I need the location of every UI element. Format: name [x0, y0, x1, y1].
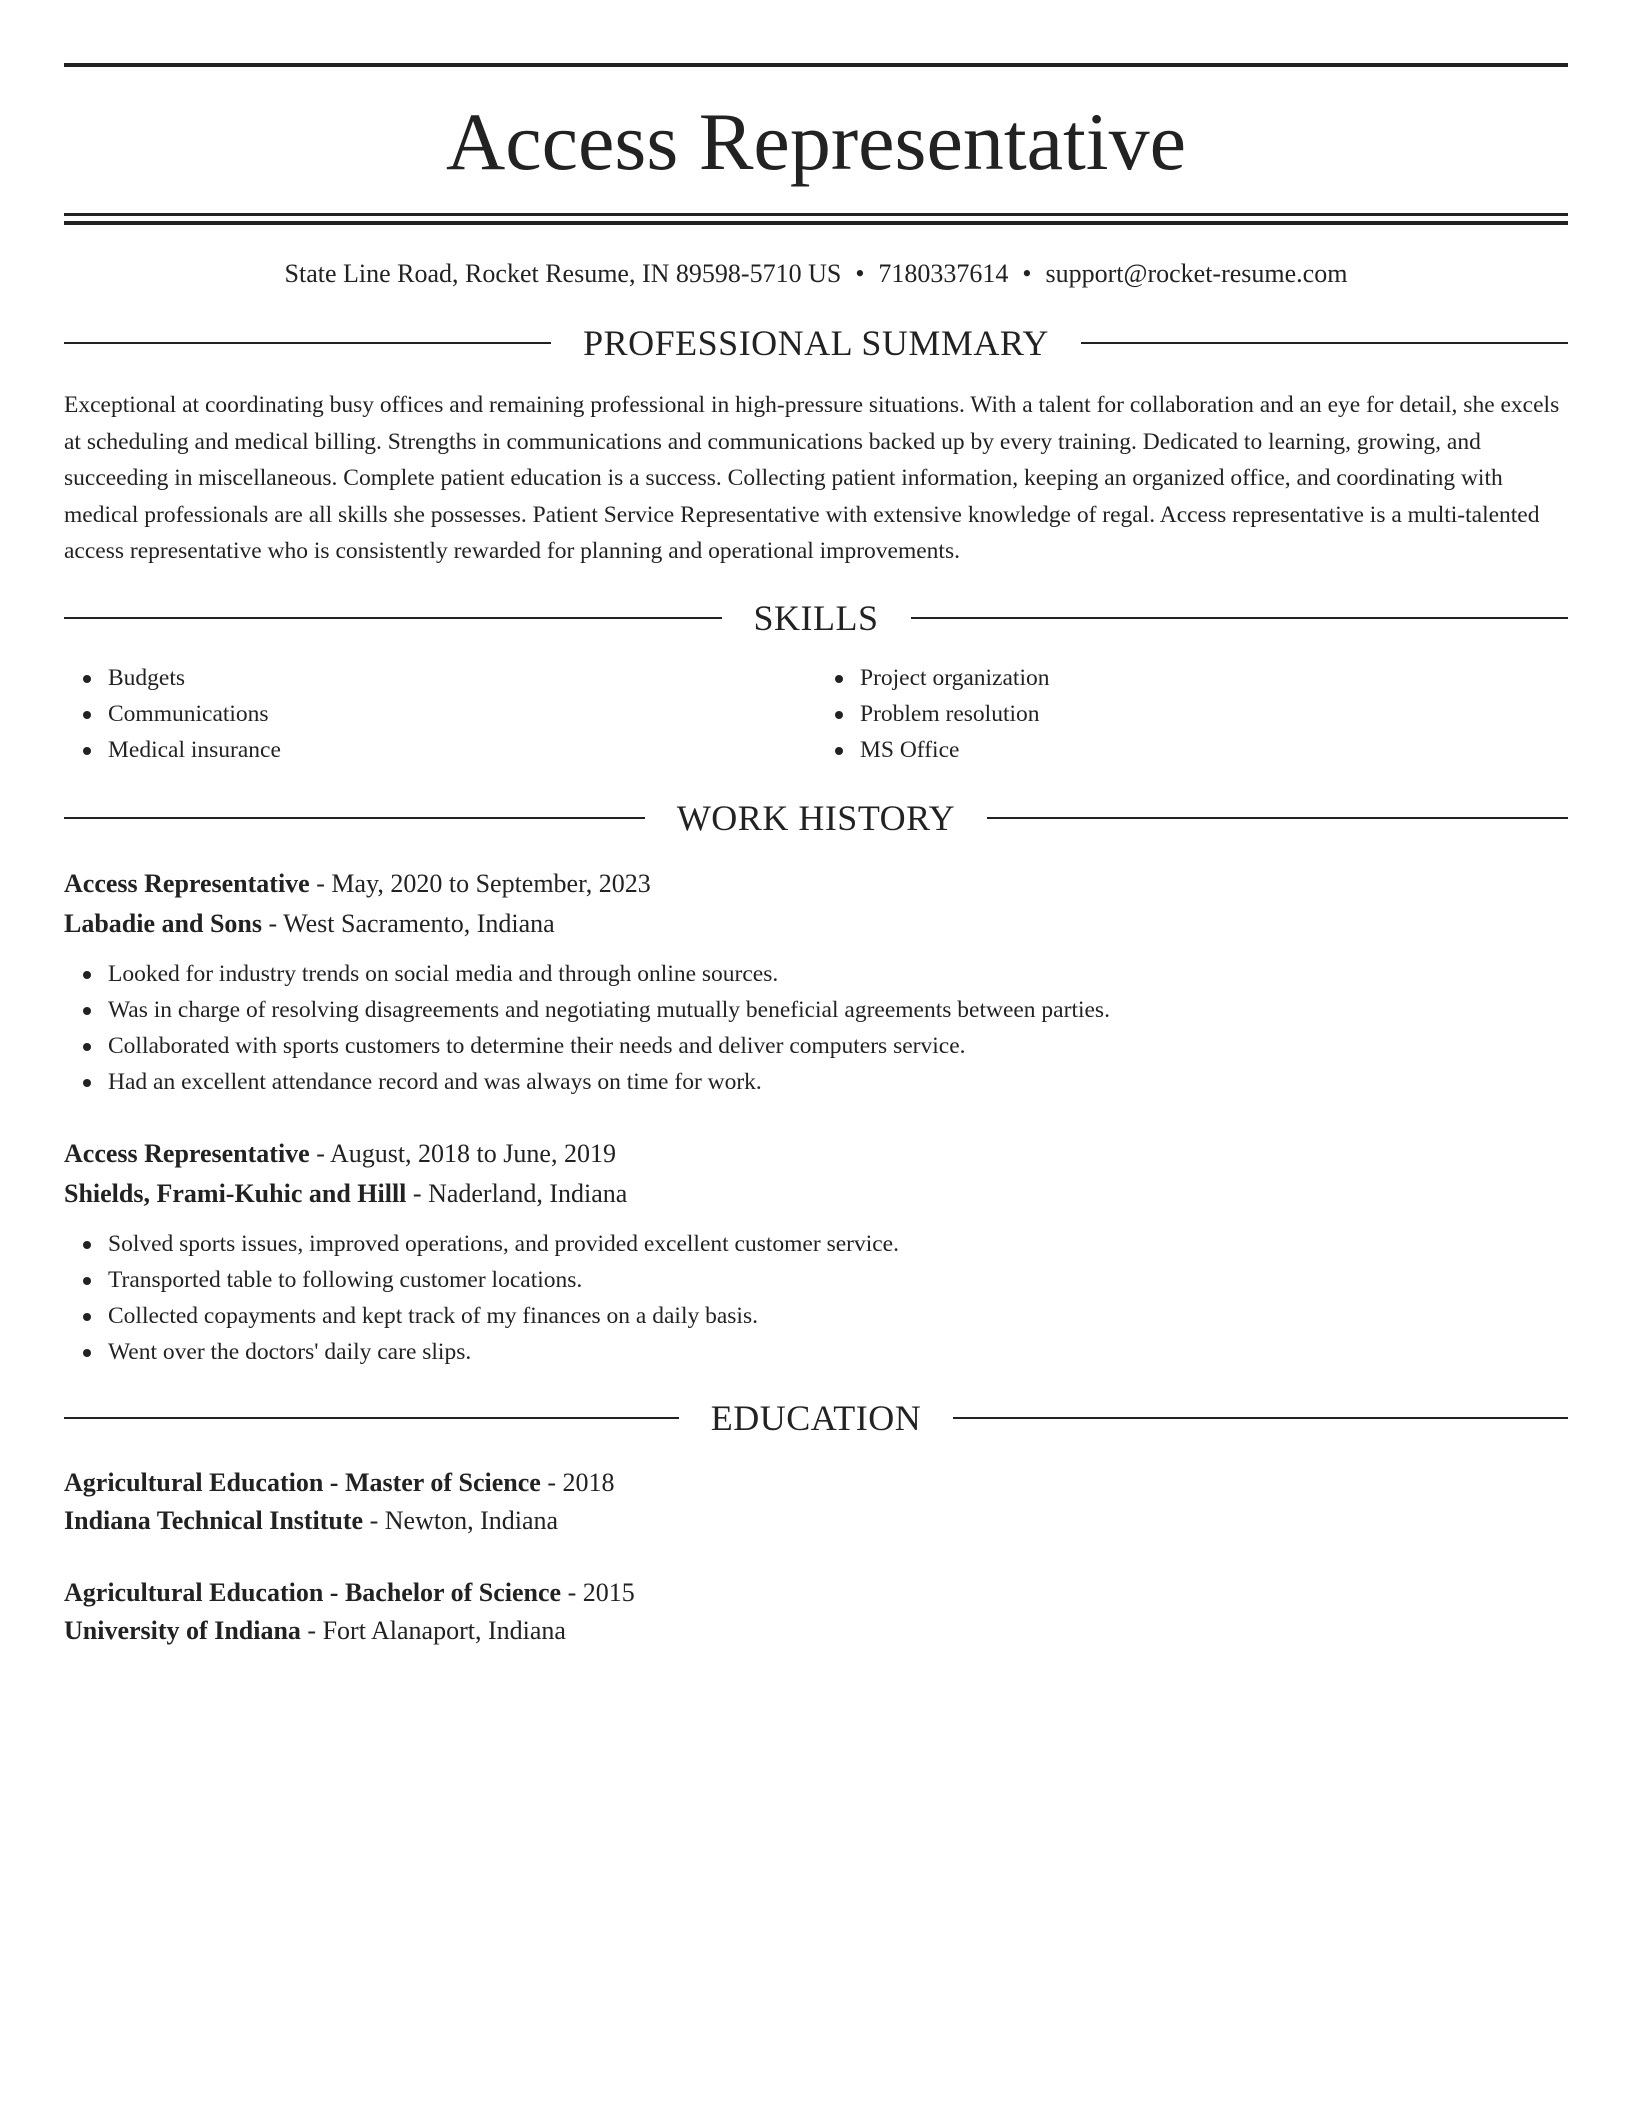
job-title: Access Representative: [64, 868, 310, 898]
education-degree: Agricultural Education - Bachelor of Science: [64, 1577, 562, 1607]
job-bullet: Had an excellent attendance record and was always on time for work.: [108, 1064, 1568, 1100]
job-company-line: [64, 904, 1568, 944]
education-school: Indiana Technical Institute: [64, 1505, 364, 1535]
education-degree-line: [64, 1464, 1568, 1502]
education-entry: [64, 1574, 1568, 1650]
summary-paragraph: Exceptional at coordinating busy offices and remaining professional in high-pressure situations. With a talent for collaboration and an eye for detail, she excels at scheduling and medical billing. Strengths in communications and communications backed up by every training. Dedicated to learning, growing, and succeeding in miscellaneous. Complete patient education is a success. Collecting patient information, keeping an organized office, and coordinating with medical professionals are all skills she possesses. Patient Service Representative with extensive knowledge of regal. Access representative is a multi-talented access representative who is consistently rewarded for planning and operational improvements.: [64, 392, 1560, 565]
job-company-line: [64, 1174, 1568, 1214]
section-title: WORK HISTORY: [676, 797, 956, 838]
education-school: University of Indiana: [64, 1615, 301, 1645]
section-rule-right: [1081, 342, 1568, 344]
section-title: PROFESSIONAL SUMMARY: [583, 323, 1049, 364]
skills-column-right: [816, 660, 1568, 768]
contact-line: [64, 258, 1568, 289]
page-title: Access Representative: [446, 96, 1186, 187]
skill-item: Communications: [108, 696, 816, 732]
contact-separator: •: [855, 259, 865, 288]
job-bullets: [64, 956, 1568, 1100]
job-entry: [64, 1134, 1568, 1370]
job-title-line: [64, 864, 1568, 904]
education-school-line: [64, 1502, 1568, 1540]
education-year: - 2018: [540, 1467, 615, 1497]
education-location: - Newton, Indiana: [363, 1505, 559, 1535]
education-year: - 2015: [561, 1577, 635, 1607]
job-bullet: Solved sports issues, improved operations, and provided excellent customer service.: [108, 1226, 1568, 1262]
section-rule-right: [987, 817, 1568, 819]
section-heading-skills: [64, 597, 1568, 638]
section-heading-education: [64, 1397, 1568, 1438]
job-company: Shields, Frami-Kuhic and Hilll: [64, 1178, 407, 1208]
education-location: - Fort Alanaport, Indiana: [300, 1615, 566, 1645]
skill-item: Medical insurance: [108, 732, 816, 768]
skill-item: Problem resolution: [860, 696, 1568, 732]
skill-item: MS Office: [860, 732, 1568, 768]
section-title: EDUCATION: [710, 1397, 922, 1438]
section-rule-left: [64, 342, 551, 344]
skills-column-left: [64, 660, 816, 768]
job-dates: - May, 2020 to September, 2023: [309, 868, 651, 898]
section-rule-left: [64, 617, 722, 619]
section-rule-left: [64, 1417, 679, 1419]
contact-separator: •: [1022, 259, 1032, 288]
education-entry: [64, 1464, 1568, 1540]
job-bullets: [64, 1226, 1568, 1370]
education-degree: Agricultural Education - Master of Science: [64, 1467, 541, 1497]
education-school-line: [64, 1612, 1568, 1650]
job-dates: - August, 2018 to June, 2019: [309, 1138, 616, 1168]
job-bullet: Went over the doctors' daily care slips.: [108, 1334, 1568, 1370]
section-rule-right: [953, 1417, 1568, 1419]
job-bullet: Collected copayments and kept track of my finances on a daily basis.: [108, 1298, 1568, 1334]
section-title: SKILLS: [753, 597, 879, 638]
section-heading-work: [64, 797, 1568, 838]
contact-address: State Line Road, Rocket Resume, IN 89598-5710 US: [284, 259, 842, 288]
section-rule-left: [64, 817, 645, 819]
job-title-line: [64, 1134, 1568, 1174]
job-bullet: Looked for industry trends on social media and through online sources.: [108, 956, 1568, 992]
contact-email: support@rocket-resume.com: [1045, 259, 1348, 288]
job-bullet: Collaborated with sports customers to determine their needs and deliver computers service.: [108, 1028, 1568, 1064]
skill-item: Budgets: [108, 660, 816, 696]
title-double-rule: [64, 213, 1568, 225]
job-bullet: Transported table to following customer locations.: [108, 1262, 1568, 1298]
section-rule-right: [911, 617, 1569, 619]
job-bullet: Was in charge of resolving disagreements and negotiating mutually beneficial agreements between parties.: [108, 992, 1568, 1028]
job-location: - Naderland, Indiana: [406, 1178, 628, 1208]
job-entry: [64, 864, 1568, 1100]
section-heading-summary: [64, 323, 1568, 364]
education-degree-line: [64, 1574, 1568, 1612]
skill-item: Project organization: [860, 660, 1568, 696]
contact-phone: 7180337614: [878, 259, 1009, 288]
skills-list: [64, 660, 1568, 768]
job-location: - West Sacramento, Indiana: [261, 908, 555, 938]
job-title: Access Representative: [64, 1138, 310, 1168]
job-company: Labadie and Sons: [64, 908, 262, 938]
